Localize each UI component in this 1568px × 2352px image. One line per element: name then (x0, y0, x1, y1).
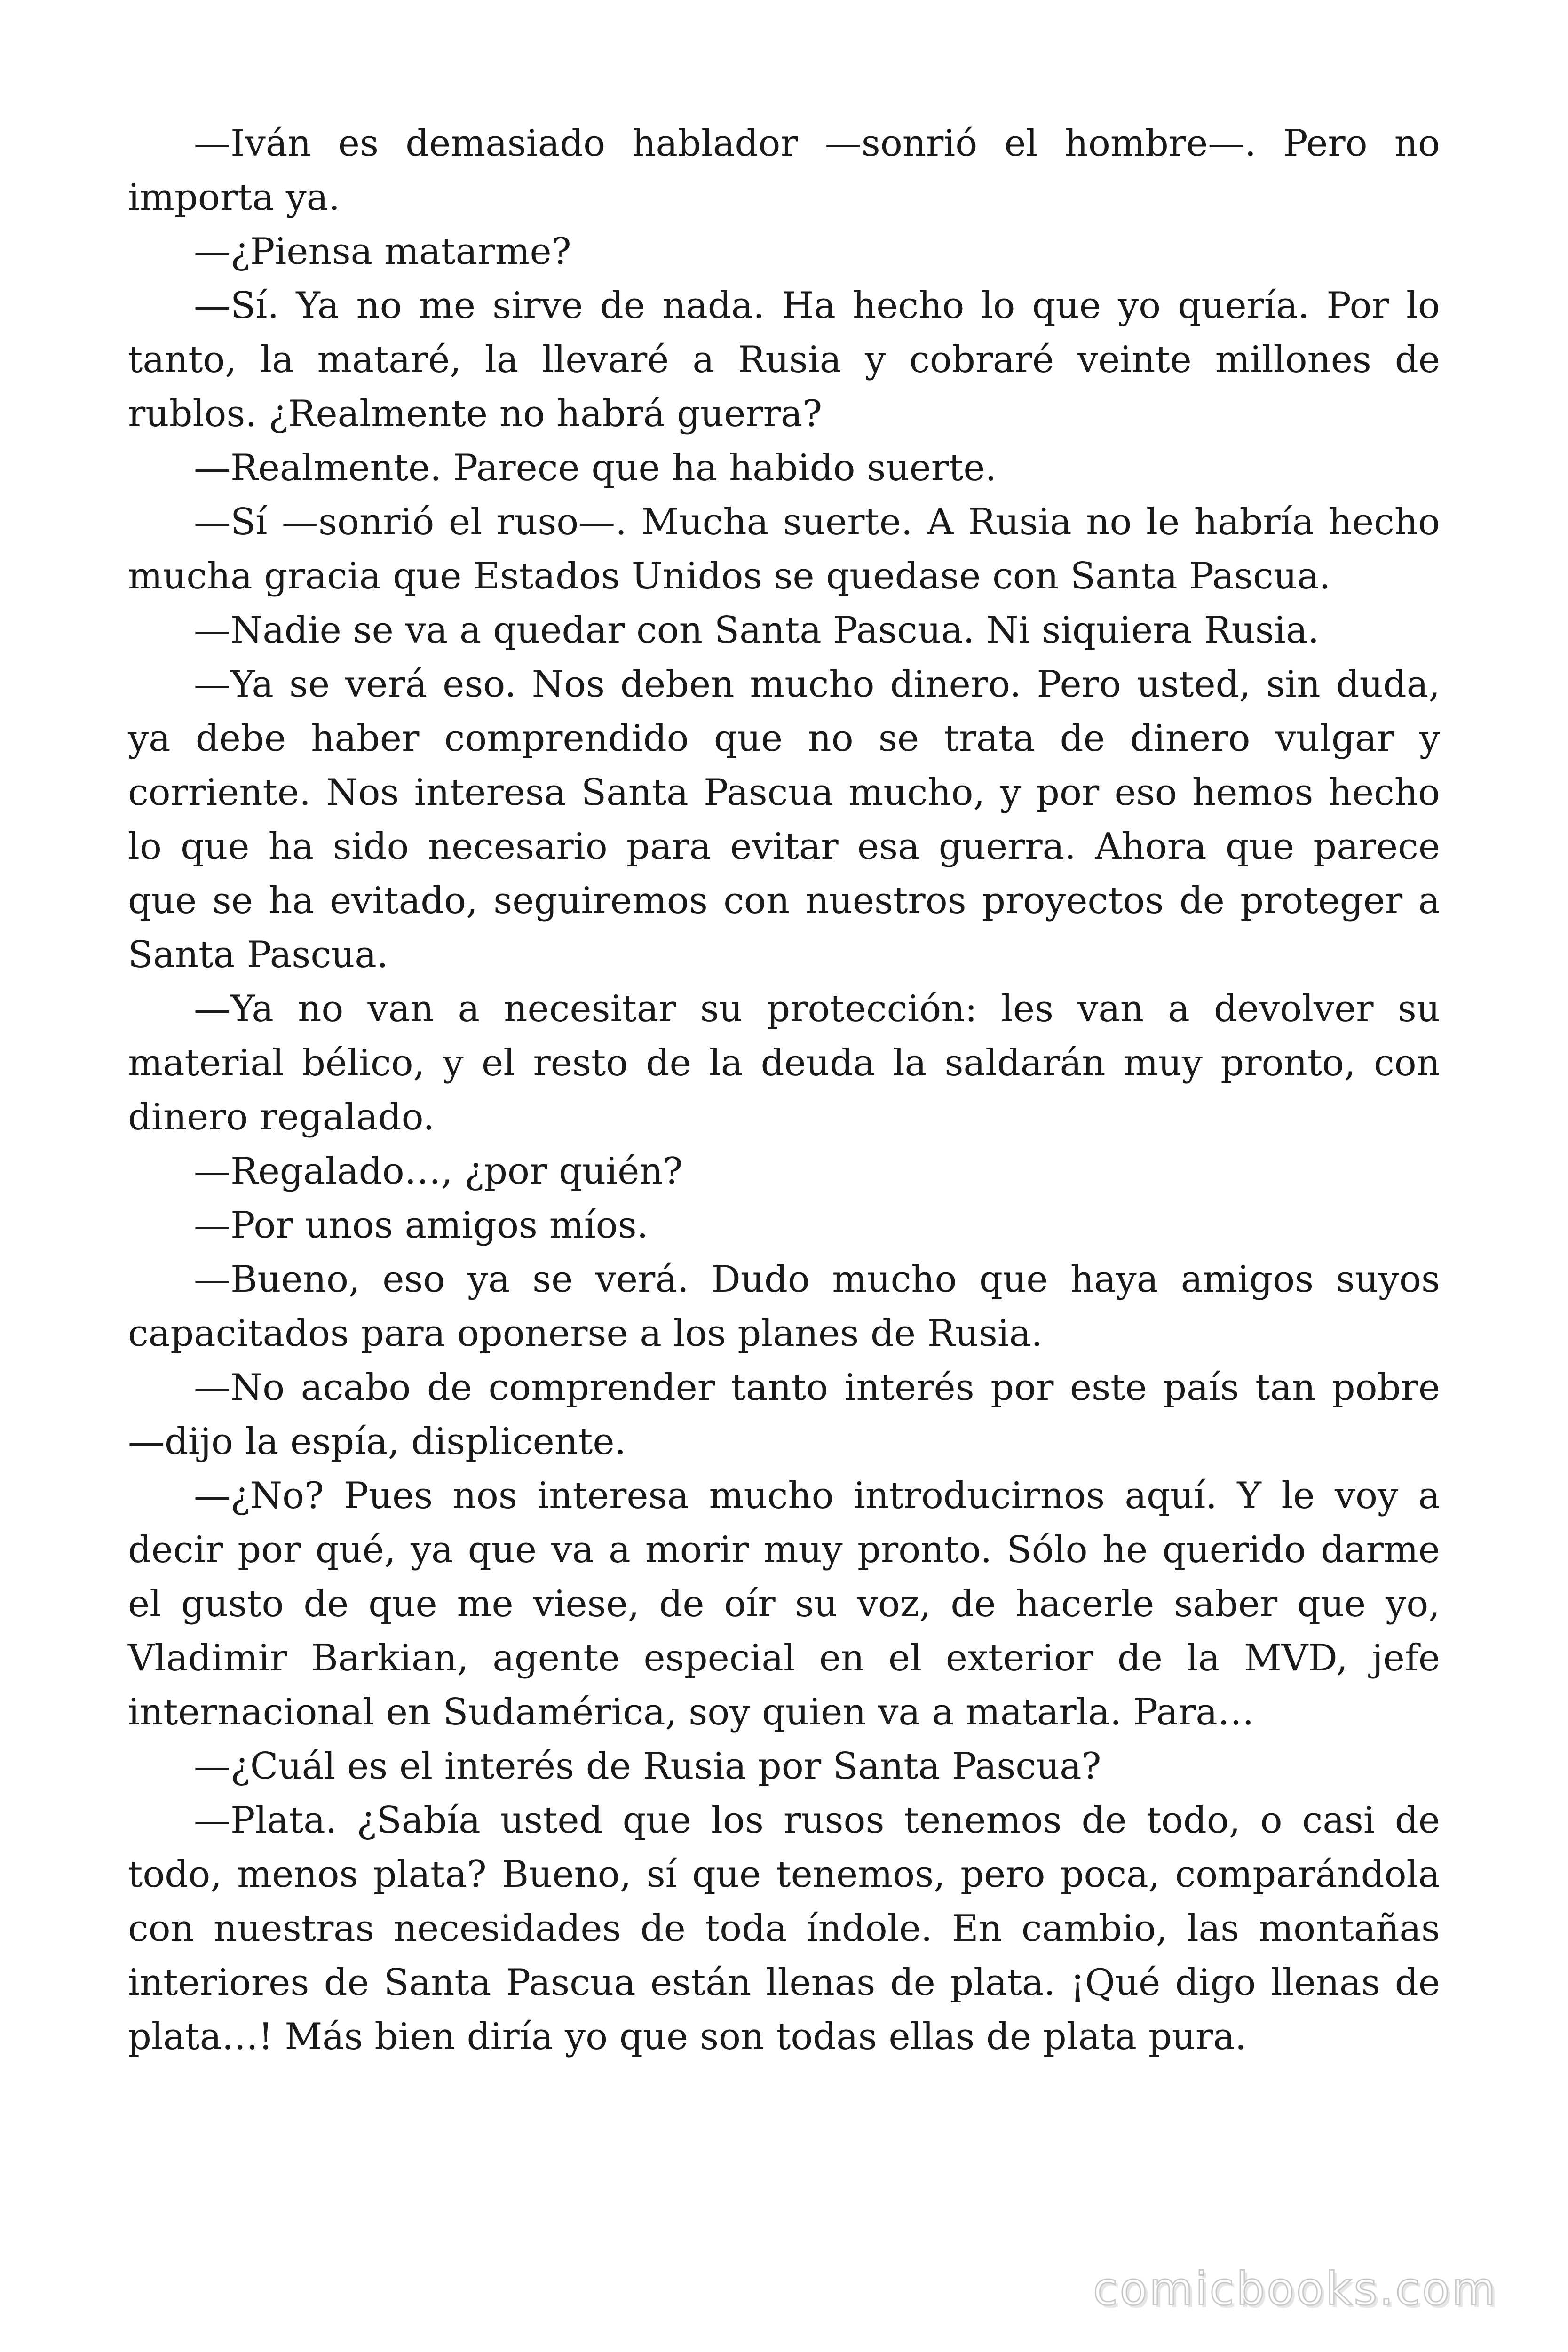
paragraph: —¿Piensa matarme? (194, 230, 571, 273)
paragraph: —Ya no van a necesitar su protección: les van a devolver su material bélico, y el resto de la deuda la saldarán muy pronto, con dinero regalado. (128, 988, 1440, 1138)
paragraph: —Iván es demasiado hablador —sonrió el hombre—. Pero no importa ya. (128, 122, 1440, 219)
paragraph: —Realmente. Parece que ha habido suerte. (194, 447, 997, 489)
paragraph: —Nadie se va a quedar con Santa Pascua. Ni siquiera Rusia. (194, 609, 1320, 652)
paragraph: —No acabo de comprender tanto interés por este país tan pobre —dijo la espía, displicente. (128, 1367, 1440, 1463)
paragraph: —Bueno, eso ya se verá. Dudo mucho que haya amigos suyos capacitados para oponerse a los planes de Rusia. (128, 1258, 1440, 1355)
watermark: comicbooks.com (1093, 2263, 1497, 2315)
page-text-body (128, 117, 1440, 2064)
paragraph: —Sí —sonrió el ruso—. Mucha suerte. A Rusia no le habría hecho mucha gracia que Estados Unidos se quedase con Santa Pascua. (128, 501, 1440, 597)
paragraph: —Sí. Ya no me sirve de nada. Ha hecho lo que yo quería. Por lo tanto, la mataré, la llevaré a Rusia y cobraré veinte millones de rublos. ¿Realmente no habrá guerra? (128, 285, 1440, 435)
paragraph: —¿Cuál es el interés de Rusia por Santa Pascua? (194, 1745, 1101, 1788)
paragraph: —Ya se verá eso. Nos deben mucho dinero. Pero usted, sin duda, ya debe haber comprendido que no se trata de dinero vulgar y corriente. Nos interesa Santa Pascua mucho, y por eso hemos hecho lo que ha sido necesario para evitar esa guerra. Ahora que parece que se ha evitado, seguiremos con nuestros proyectos de proteger a Santa Pascua. (128, 663, 1440, 976)
paragraph: —¿No? Pues nos interesa mucho introducirnos aquí. Y le voy a decir por qué, ya que va a morir muy pronto. Sólo he querido darme el gusto de que me viese, de oír su voz, de hacerle saber que yo, Vladimir Barkian, agente especial en el exterior de la MVD, jefe internacional en Sudamérica, soy quien va a matarla. Para… (128, 1475, 1440, 1733)
paragraph: —Por unos amigos míos. (194, 1204, 649, 1247)
paragraph: —Regalado…, ¿por quién? (194, 1150, 683, 1192)
paragraph: —Plata. ¿Sabía usted que los rusos tenemos de todo, o casi de todo, menos plata? Bueno, sí que tenemos, pero poca, comparándola con nuestras necesidades de toda índole. En cambio, las montañas interiores de Santa Pascua están llenas de plata. ¡Qué digo llenas de plata…! Más bien diría yo que son todas ellas de plata pura. (128, 1799, 1440, 2058)
